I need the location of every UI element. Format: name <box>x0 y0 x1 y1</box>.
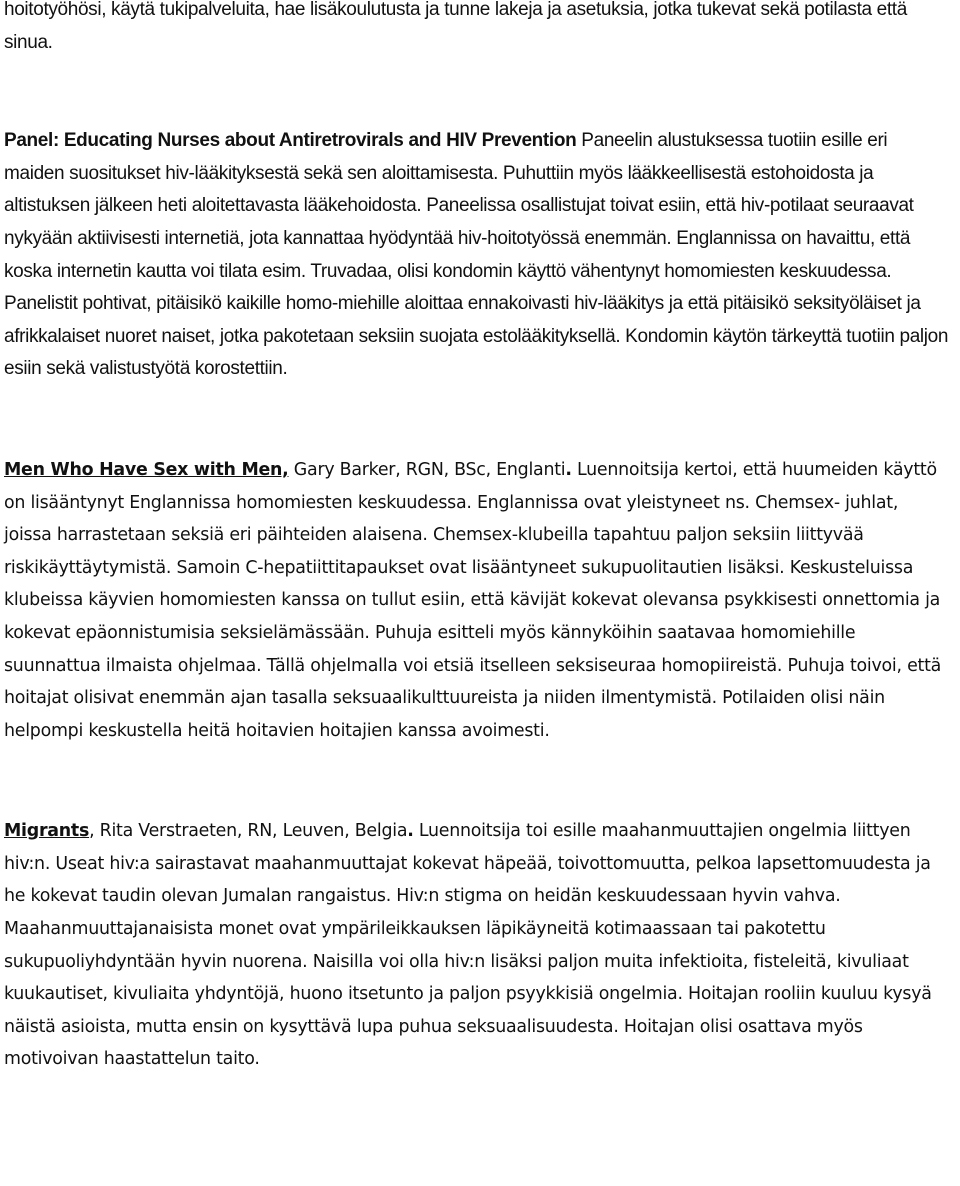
section-spacer <box>4 59 950 125</box>
migrants-speaker: , Rita Verstraeten, RN, Leuven, Belgia <box>89 821 408 842</box>
msm-body: Luennoitsija kertoi, että huumeiden käyttö on lisääntynyt Englannissa homomiesten keskuudessa. Englannissa ovat yleistyneet ns. Chemsex- juhlat, joissa harrastetaan seksiä eri päihteiden alaisena. Chemsex-klubeilla tapahtuu paljon seksiin liittyvää riskikäyttäytymistä. Samoin C-hepatiittitapaukset ovat lisääntyneet sukupuolitautien lisäksi. Keskusteluissa klubeissa käyvien homomiesten kanssa on tullut esiin, että kävijät kokevat olevansa psykkisesti onnettomia ja kokevat epäonnistumisia seksielämässään. Puhuja esitteli myös kännyköihin saatavaa homomiehille suunnattua ilmaista ohjelmaa. Tällä ohjelmalla voi etsiä itselleen seksiseuraa homopiireistä. Puhuja toivoi, että hoitajat olisivat enemmän ajan tasalla seksuaalikulttuureista ja niiden ilmentymistä. Potilaiden olisi näin helpompi keskustella heitä hoitavien hoitajien kanssa avoimesti. <box>4 459 942 741</box>
msm-speaker: Gary Barker, RGN, BSc, Englanti <box>288 459 566 480</box>
msm-period: . <box>565 459 572 480</box>
migrants-paragraph <box>4 815 950 1076</box>
intro-paragraph <box>4 0 950 59</box>
panel-heading: Panel: Educating Nurses about Antiretrovirals and HIV Prevention <box>4 130 577 152</box>
panel-lead: Paneelin alustuksessa tuotiin esille eri maiden suositukset hiv-lääkityksestä sekä sen aloittamisesta. <box>4 130 888 184</box>
intro-text: hoitotyöhösi, käytä tukipalveluita, hae lisäkoulutusta ja tunne lakeja ja asetuksia, jotka tukevat sekä potilasta että sinua. <box>4 0 907 53</box>
panel-body: Puhuttiin myös lääkkeellisestä estohoidosta ja altistuksen jälkeen heti aloitettavasta lääkehoidosta. Paneelissa osallistujat toivat esiin, että hiv-potilaat seuraavat nykyään aktiivisesti internetiä, jota kannattaa hyödyntää hiv-hoitotyössä enemmän. Englannissa on havaittu, että koska internetin kautta voi tilata esim. Truvadaa, olisi kondomin käyttö vähentynyt homomiesten keskuudessa. Panelistit pohtivat, pitäisikö kaikille homo-miehille aloittaa ennakoivasti hiv-lääkitys ja että pitäisikö seksityöläiset ja afrikkalaiset nuoret naiset, jotka pakotetaan seksiin suojata estolääkityksellä. Kondomin käytön tärkeyttä tuotiin paljon esiin sekä valistustyötä korostettiin. <box>4 162 949 380</box>
section-spacer <box>4 747 950 815</box>
panel-paragraph <box>4 125 950 386</box>
migrants-heading: Migrants <box>4 821 90 842</box>
msm-paragraph <box>4 454 950 747</box>
section-spacer <box>4 386 950 454</box>
migrants-period: . <box>407 821 414 842</box>
msm-heading: Men Who Have Sex with Men, <box>4 459 289 480</box>
migrants-body: Luennoitsija toi esille maahanmuuttajien ongelmia liittyen hiv:n. Useat hiv:a sairastavat maahanmuuttajat kokevat häpeää, toivottomuutta, pelkoa lapsettomuudesta ja he kokevat taudin olevan Jumalan rangaistus. Hiv:n stigma on heidän keskuudessaan hyvin vahva. Maahanmuuttajanaisista monet ovat ympärileikkauksen läpikäyneitä kotimaassaan tai pakotettu sukupuoliyhdyntään hyvin nuorena. Naisilla voi olla hiv:n lisäksi paljon muita infektioita, fisteleitä, kivuliaat kuukautiset, kivuliaita yhdyntöjä, huono itsetunto ja paljon psyykkisiä ongelmia. Hoitajan rooliin kuuluu kysyä näistä asioista, mutta ensin on kysyttävä lupa puhua seksuaalisuudesta. Hoitajan olisi osattava myös motivoivan haastattelun taito. <box>4 821 932 1070</box>
